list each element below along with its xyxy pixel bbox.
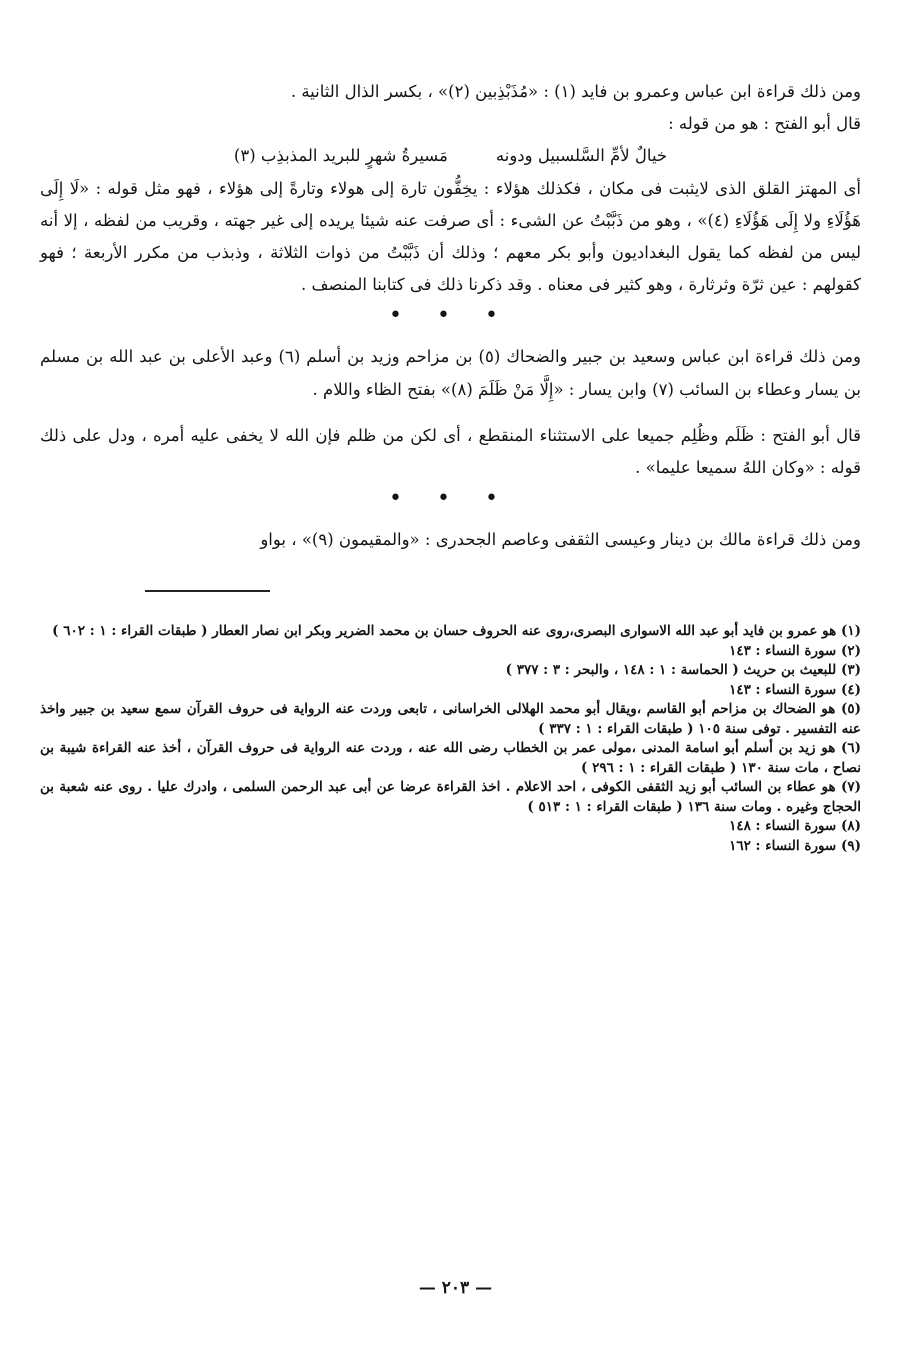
section-separator-1: • • • bbox=[389, 303, 512, 329]
paragraph-4: قال أبو الفتح : ظَلَم وظُلِم جميعا على الاستثناء المنقطع ، أى لكن من ظلم فإن الله لا يخفى عليه أمره ، ودل على ذلك قوله : «وكان اللهُ سميعا عليما» . bbox=[40, 425, 861, 478]
footnote-9: (٩) سورة النساء : ١٦٢ bbox=[729, 837, 861, 854]
footnote-8: (٨) سورة النساء : ١٤٨ bbox=[729, 818, 861, 835]
footnote-2: (٢) سورة النساء : ١٤٣ bbox=[729, 642, 861, 659]
verse-first-hemistich: خيالٌ لأمِّ السَّلسبيل ودونه bbox=[495, 146, 668, 166]
footnote-rule bbox=[145, 590, 270, 592]
paragraph-1-line-2: قال أبو الفتح : هو من قوله : bbox=[668, 114, 861, 134]
footnote-4: (٤) سورة النساء : ١٤٣ bbox=[729, 681, 861, 698]
footnote-3: (٣) للبعيث بن حريث ( الحماسة : ١ : ١٤٨ ، والبحر : ٣ : ٣٧٧ ) bbox=[505, 662, 861, 679]
paragraph-5: ومن ذلك قراءة مالك بن دينار وعيسى الثقفى وعاصم الجحدرى : «والمقيمون (٩)» ، بواو bbox=[260, 530, 861, 550]
footnote-7: (٧) هو عطاء بن السائب أبو زيد الثقفى الكوفى ، احد الاعلام . اخذ القراءة عرضا عن أبى عبد الرحمن السلمى ، وادرك عليا . روى عنه شعبة بن الحجاج وغيره . ومات سنة ١٣٦ ( طبقات القراء : ١ : ٥١٣ ) bbox=[40, 779, 861, 815]
poetry-verse bbox=[40, 140, 861, 172]
paragraph-2: أى المهتز القلق الذى لايثبت فى مكان ، فكذلك هؤلاء : يخِفُّون تارة إلى هولاء وتارةً إلى هؤلاء ، فهو مثل قوله : «لَا إِلَى هَؤُلَاءِ ولا إِلَى هَؤُلَاءِ (٤)» ، وهو من ذَبَّبْتُ عن الشىء : أى صرفت عنه شيئا يريده إلى غير جهته ، وقريب من لفظه ، إلا أنه ليس من لفظه كما يقول البغداديون وأبو بكر معهم ؛ وذلك أن ذَبَّبْتُ من ذوات الثلاثة ، وذبذب من مكرر الأربعة ؛ فهو كقولهم : عين ثرّة وثرثارة ، وهو كثير فى معناه . وقد ذكرنا ذلك فى كتابنا المنصف . bbox=[40, 178, 861, 295]
footnote-6: (٦) هو زيد بن أسلم أبو اسامة المدنى ،مولى عمر بن الخطاب رضى الله عنه ، وردت عنه الرواية فى حروف القرآن ، أخذ عنه القراءة شيبة بن نصاح ، مات سنة ١٣٠ ( طبقات القراء : ١ : ٢٩٦ ) bbox=[40, 740, 861, 776]
main-text bbox=[40, 76, 861, 556]
page-number: — ٢٠٣ — bbox=[418, 1278, 493, 1298]
verse-second-hemistich: مَسيرةُ شهرٍ للبريد المذبذِب (٣) bbox=[233, 146, 448, 166]
footnote-1: (١) هو عمرو بن فايد أبو عبد الله الاسوارى البصرى،روى عنه الحروف حسان بن محمد الضرير وبكر ابن نصار العطار ( طبقات القراء : ١ : ٦٠٢ ) bbox=[52, 623, 861, 640]
paragraph-1-line-1: ومن ذلك قراءة ابن عباس وعمرو بن فايد (١) : «مُذَبْذِبين (٢)» ، بكسر الذال الثانية . bbox=[290, 82, 861, 101]
paragraph-3: ومن ذلك قراءة ابن عباس وسعيد بن جبير والضحاك (٥) بن مزاحم وزيد بن أسلم (٦) وعبد الأعلى بن عبد الله بن مسلم بن يسار وعطاء بن السائب (٧) وابن يسار : «إِلَّا مَنْ ظَلَمَ (٨)» بفتح الظاء واللام . bbox=[40, 347, 861, 399]
footnotes bbox=[40, 622, 861, 856]
section-separator-2: • • • bbox=[389, 486, 512, 512]
footnote-5: (٥) هو الضحاك بن مزاحم أبو القاسم ،ويقال أبو محمد الهلالى الخراسانى ، تابعى وردت عنه الرواية فى حروف القرآن سمع سعيد بن جبير واخذ عنه التفسير . توفى سنة ١٠٥ ( طبقات القراء : ١ : ٣٣٧ ) bbox=[40, 701, 861, 737]
